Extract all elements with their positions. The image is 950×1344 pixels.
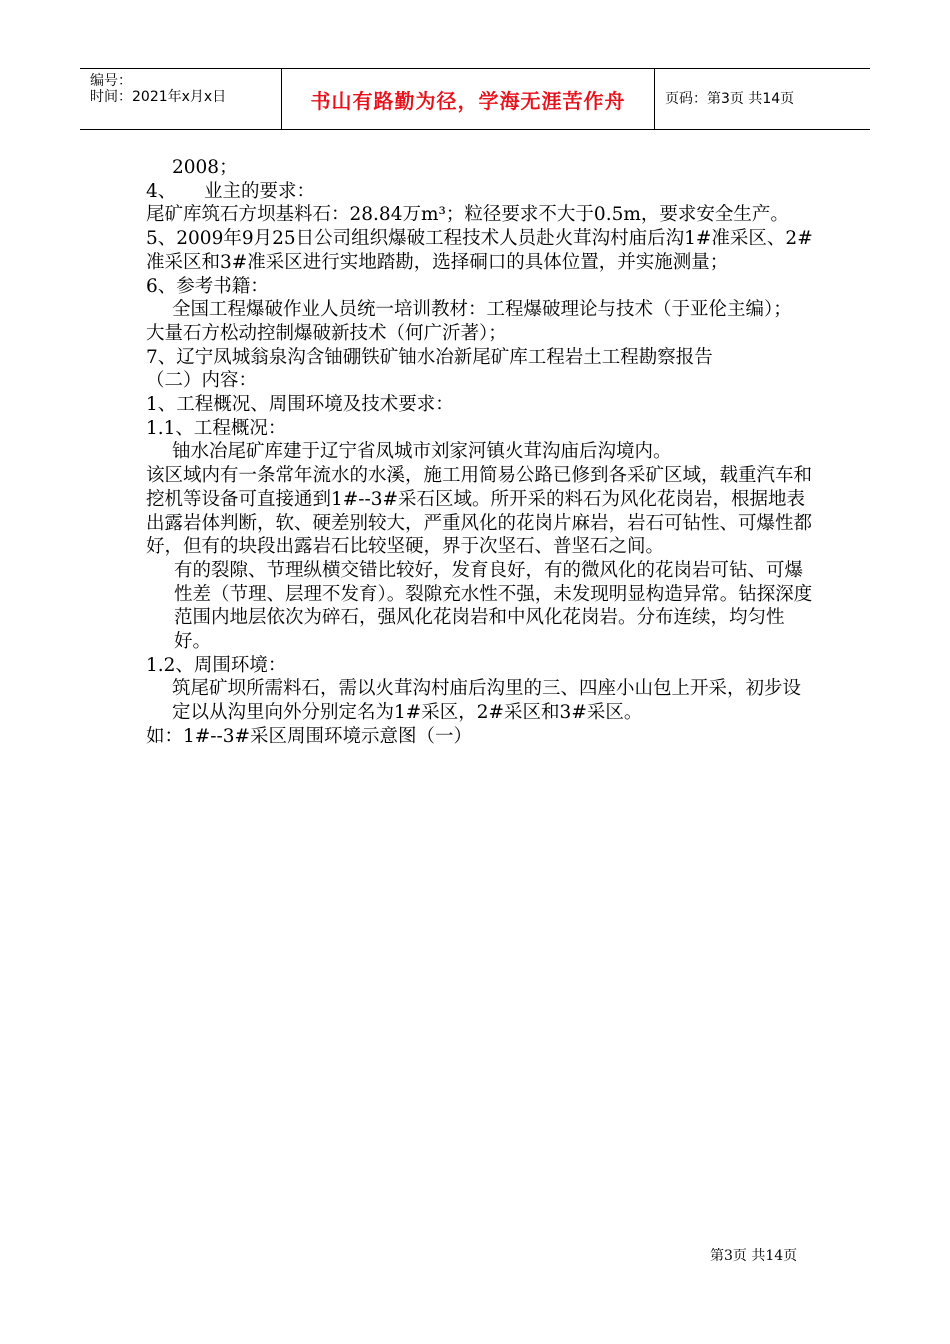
page-footer: 第3页 共14页 (710, 1248, 798, 1264)
body-paragraph: （二）内容： (146, 370, 258, 392)
body-paragraph: 1.2、周围环境： (146, 654, 287, 676)
document-number-label: 编号： (90, 73, 132, 89)
body-paragraph: 有的裂隙、节理纵横交错比较好，发育良好，有的微风化的花岗岩可钻、可爆性差（节理、层理不发育）。裂隙充水性不强，未发现明显构造异常。钻探深度范围内地层依次为碎石，强风化花岗岩和中风化花岗岩。分布连续，均匀性好。 (174, 559, 813, 653)
body-paragraph: 铀水冶尾矿库建于辽宁省凤城市刘家河镇火茸沟庙后沟境内。 (172, 441, 672, 463)
page-header (80, 68, 870, 130)
body-paragraph: 大量石方松动控制爆破新技术（何广沂著）； (146, 322, 507, 344)
page-number-info: 页码：第3页 共14页 (665, 91, 795, 107)
body-paragraph: 4、 业主的要求： (146, 180, 316, 202)
body-paragraph: 如：1#--3#采区周围环境示意图（一） (146, 725, 473, 747)
body-paragraph: 7、辽宁凤城翁泉沟含铀硼铁矿铀水冶新尾矿库工程岩土工程勘察报告 (146, 346, 713, 368)
body-paragraph: 全国工程爆破作业人员统一培训教材：工程爆破理论与技术（于亚伦主编）； (172, 299, 792, 321)
body-paragraph: 该区域内有一条常年流水的水溪，施工用简易公路已修到各采矿区域，载重汽车和挖机等设备可直接通到1#--3#采石区域。所开采的料石为风化花岗岩，根据地表出露岩体判断，软、硬差别较大，严重风化的花岗片麻岩，岩石可钻性、可爆性都好，但有的块段出露岩石比较坚硬，界于次坚石、普坚石之间。 (146, 465, 813, 558)
motto-text: 书山有路勤为径，学海无涯苦作舟 (310, 88, 626, 113)
body-paragraph: 5、2009年9月25日公司组织爆破工程技术人员赴火茸沟村庙后沟1#准采区、2#准采区和3#准采区进行实地踏勘，选择硐口的具体位置，并实施测量； (146, 228, 813, 273)
body-paragraph: 1.1、工程概况： (146, 417, 287, 439)
body-paragraph: 2008； (172, 157, 238, 178)
body-paragraph: 筑尾矿坝所需料石，需以火茸沟村庙后沟里的三、四座小山包上开采，初步设定以从沟里向外分别定名为1#采区，2#采区和3#采区。 (172, 678, 802, 724)
body-paragraph: 尾矿库筑石方坝基料石：28.84万m³；粒径要求不大于0.5m，要求安全生产。 (146, 204, 789, 226)
header-page-cell (655, 69, 870, 129)
body-paragraph: 1、工程概况、周围环境及技术要求： (146, 394, 454, 416)
header-motto-cell (282, 69, 655, 129)
body-paragraph: 6、参考书籍： (146, 275, 269, 297)
document-time-label: 时间：2021年x月x日 (90, 89, 227, 105)
document-body (146, 156, 816, 749)
header-info-cell (80, 69, 282, 129)
